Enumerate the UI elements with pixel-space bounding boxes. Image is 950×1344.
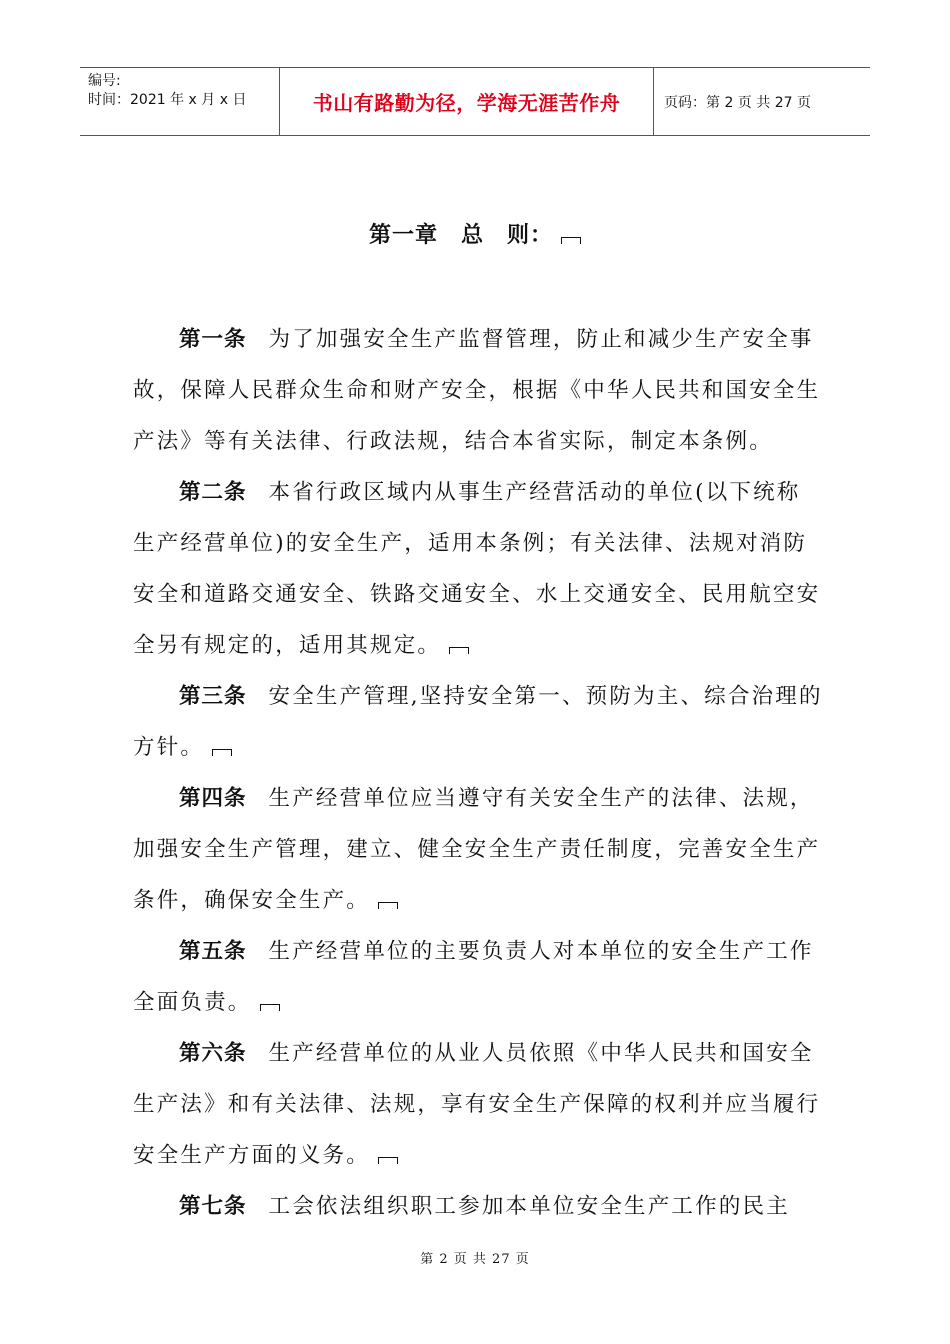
header-motto-cell bbox=[280, 68, 654, 135]
article-3 bbox=[133, 671, 823, 773]
article-label: 第一条 bbox=[179, 327, 247, 352]
chapter-title: 第一章 总 则： bbox=[368, 223, 553, 248]
number-label: 编号: bbox=[88, 73, 121, 89]
paragraph-mark-icon bbox=[561, 237, 581, 244]
page-footer: 第 2 页 共 27 页 bbox=[420, 1252, 530, 1267]
article-text: 安全生产管理,坚持安全第一、预防为主、综合治理的方针。 bbox=[133, 684, 823, 760]
article-6 bbox=[133, 1028, 823, 1181]
chapter-title-row bbox=[0, 218, 950, 249]
time-label: 时间：2021 年 x 月 x 日 bbox=[88, 92, 247, 108]
article-text: 为了加强安全生产监督管理，防止和减少生产安全事故，保障人民群众生命和财产安全，根据《中华人民共和国安全生产法》等有关法律、行政法规，结合本省实际，制定本条例。 bbox=[133, 327, 821, 454]
article-label: 第六条 bbox=[179, 1041, 247, 1066]
article-2 bbox=[133, 467, 823, 671]
page-header bbox=[80, 67, 870, 136]
motto: 书山有路勤为径，学海无涯苦作舟 bbox=[312, 91, 621, 115]
article-text: 生产经营单位的主要负责人对本单位的安全生产工作全面负责。 bbox=[133, 939, 814, 1015]
article-4 bbox=[133, 773, 823, 926]
article-label: 第七条 bbox=[179, 1194, 247, 1219]
page-info: 页码：第 2 页 共 27 页 bbox=[664, 94, 811, 111]
paragraph-mark-icon bbox=[212, 749, 232, 756]
paragraph-mark-icon bbox=[449, 647, 469, 654]
paragraph-mark-icon bbox=[260, 1004, 280, 1011]
paragraph-mark-icon bbox=[378, 1157, 398, 1164]
article-list bbox=[133, 314, 823, 1232]
article-1 bbox=[133, 314, 823, 467]
article-text: 工会依法组织职工参加本单位安全生产工作的民主 bbox=[268, 1194, 790, 1219]
header-page-info bbox=[654, 68, 870, 135]
article-text: 本省行政区域内从事生产经营活动的单位(以下统称生产经营单位)的安全生产，适用本条例；有关法律、法规对消防安全和道路交通安全、铁路交通安全、水上交通安全、民用航空安全另有规定的，适用其规定。 bbox=[133, 480, 821, 658]
article-5 bbox=[133, 926, 823, 1028]
article-label: 第五条 bbox=[179, 939, 247, 964]
article-text: 生产经营单位的从业人员依照《中华人民共和国安全生产法》和有关法律、法规，享有安全生产保障的权利并应当履行安全生产方面的义务。 bbox=[133, 1041, 821, 1168]
article-label: 第三条 bbox=[179, 684, 247, 709]
article-label: 第四条 bbox=[179, 786, 247, 811]
article-text: 生产经营单位应当遵守有关安全生产的法律、法规，加强安全生产管理，建立、健全安全生产责任制度，完善安全生产条件，确保安全生产。 bbox=[133, 786, 821, 913]
paragraph-mark-icon bbox=[378, 902, 398, 909]
header-meta bbox=[80, 68, 280, 135]
article-label: 第二条 bbox=[179, 480, 247, 505]
article-7 bbox=[133, 1181, 823, 1232]
